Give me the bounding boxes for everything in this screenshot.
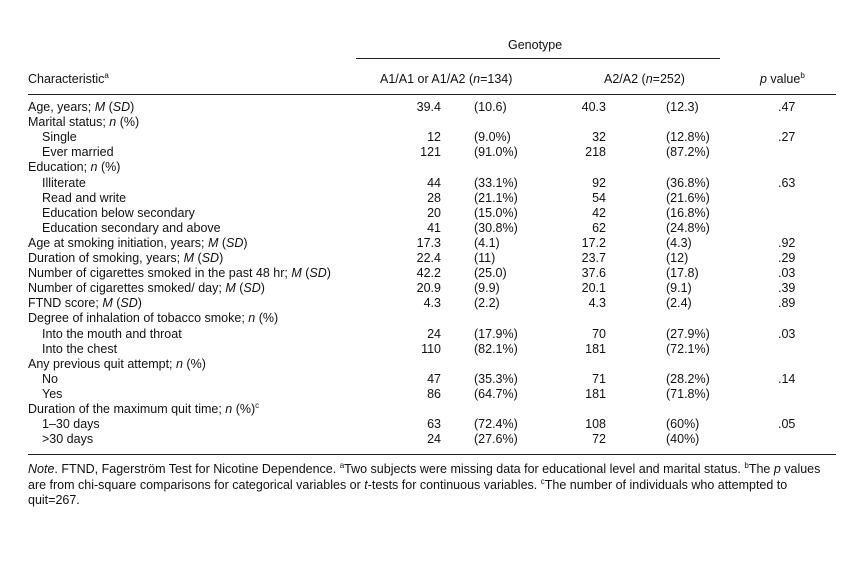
row-label-tail: ( (301, 266, 310, 280)
row-label-sup: c (255, 401, 260, 410)
group1-percent: (30.8%) (474, 221, 518, 235)
row-label-italic: n (176, 357, 183, 371)
row-label-italic-2: SD (112, 100, 131, 114)
group2-value: 42 (592, 206, 606, 220)
row-label-italic: n (90, 160, 98, 174)
p-value: .03 (778, 327, 796, 341)
group1-header-tail: =134) (480, 72, 513, 86)
row-label-italic: M (102, 296, 113, 310)
row-label (42, 432, 93, 447)
group2-value: 37.6 (581, 266, 606, 280)
group1-value: 41 (427, 221, 441, 235)
bottom-rule (28, 454, 836, 455)
group2-percent: (9.1) (666, 281, 692, 295)
group2-value: 92 (592, 176, 606, 190)
row-label-tail: ( (235, 281, 244, 295)
note-text-5: -tests for continuous variables. (367, 477, 541, 492)
row-label-tail: (%) (182, 357, 206, 371)
row-label-text: Age at smoking initiation, years; (28, 236, 208, 250)
group1-percent: (15.0%) (474, 206, 518, 220)
row-label-text: Duration of the maximum quit time; (28, 402, 226, 416)
group1-value: 28 (427, 191, 441, 205)
row-label-text: Number of cigarettes smoked/ day; (28, 281, 226, 295)
group1-value: 24 (427, 432, 441, 446)
group1-percent: (27.6%) (474, 432, 518, 446)
group2-value: 181 (585, 342, 606, 356)
row-label (42, 191, 126, 206)
row-label-text: Duration of smoking, years; (28, 251, 184, 265)
row-label-text: Into the chest (42, 342, 118, 356)
row-label (42, 327, 182, 342)
note-sup-b: b (744, 461, 749, 470)
row-label-tail: ( (194, 251, 202, 265)
row-label-italic-2: SD (226, 236, 244, 250)
row-label-text: Into the mouth and throat (42, 327, 182, 341)
row-label-text: FTND score; (28, 296, 103, 310)
group2-percent: (12.3) (666, 100, 699, 114)
group1-percent: (2.2) (474, 296, 500, 310)
group2-percent: (36.8%) (666, 176, 710, 190)
pvalue-header (760, 72, 805, 87)
note-text-1: . FTND, Fagerström Test for Nicotine Dependence. (54, 462, 340, 476)
characteristic-header (28, 72, 109, 87)
row-label-italic: M (183, 251, 195, 265)
group2-value: 181 (585, 387, 606, 401)
characteristic-header-text: Characteristic (28, 72, 105, 86)
row-label-text: Education; (28, 160, 91, 174)
row-label-italic-2: SD (243, 281, 261, 295)
group2-value: 54 (592, 191, 606, 205)
group1-percent: (17.9%) (474, 327, 518, 341)
p-value: .63 (778, 176, 796, 190)
group1-value: 47 (427, 372, 441, 386)
genotype-rule (356, 58, 720, 59)
group2-value: 108 (585, 417, 606, 431)
group1-value: 20.9 (416, 281, 441, 295)
group1-value: 110 (421, 342, 441, 356)
group1-percent: (10.6) (474, 100, 507, 114)
row-label-text: Any previous quit attempt; (28, 357, 176, 371)
note-p-italic: p (773, 462, 781, 476)
row-label-tail-2: ) (243, 236, 248, 250)
row-label-text: No (42, 372, 58, 386)
row-label (28, 266, 331, 281)
table-note (28, 462, 836, 509)
note-label: Note (28, 462, 55, 476)
row-label-italic: n (225, 402, 233, 416)
group2-value: 17.2 (581, 236, 606, 250)
pvalue-header-sup: b (800, 71, 805, 80)
group2-percent: (17.8) (666, 266, 699, 280)
group2-percent: (24.8%) (666, 221, 710, 235)
group2-value: 20.1 (581, 281, 606, 295)
row-label-text: Yes (42, 387, 63, 401)
row-label-text: Single (42, 130, 77, 144)
p-value: .89 (778, 296, 796, 310)
row-label-tail-2: ) (326, 266, 331, 280)
group1-value: 12 (427, 130, 441, 144)
row-label (28, 311, 278, 326)
p-value: .05 (778, 417, 796, 431)
group2-percent: (12) (666, 251, 689, 265)
row-label-italic: n (248, 311, 256, 325)
group1-percent: (21.1%) (474, 191, 518, 205)
p-value: .03 (778, 266, 796, 280)
row-label-tail-2: ) (219, 251, 224, 265)
group1-value: 86 (427, 387, 441, 401)
row-label (28, 296, 142, 311)
row-label-tail: (%) (116, 115, 140, 129)
row-label-text: Age, years; (28, 100, 95, 114)
group2-percent: (21.6%) (666, 191, 710, 205)
group1-percent: (33.1%) (474, 176, 518, 190)
p-value: .29 (778, 251, 796, 265)
row-label-tail-2: ) (137, 296, 142, 310)
group1-value: 121 (420, 145, 441, 159)
group1-value: 24 (427, 327, 441, 341)
group2-percent: (71.8%) (666, 387, 710, 401)
row-label (42, 372, 58, 387)
group2-value: 218 (585, 145, 606, 159)
row-label (42, 130, 77, 145)
group2-percent: (40%) (666, 432, 700, 446)
row-label (28, 402, 259, 417)
characteristic-header-sup: a (104, 71, 109, 80)
row-label-tail: ( (218, 236, 227, 250)
pvalue-header-p: p (760, 72, 767, 86)
group2-percent: (4.3) (666, 236, 692, 250)
group2-value: 72 (592, 432, 606, 446)
row-label (42, 176, 86, 191)
row-label (28, 357, 206, 372)
row-label-text: Read and write (42, 191, 127, 205)
group2-value: 32 (592, 130, 606, 144)
group2-percent: (72.1%) (666, 342, 710, 356)
group1-value: 17.3 (416, 236, 441, 250)
note-text-2: Two subjects were missing data for educational level and marital status. (344, 462, 745, 476)
row-label-text: Degree of inhalation of tobacco smoke; (28, 311, 249, 325)
row-label-text: Ever married (42, 145, 114, 159)
row-label (28, 281, 265, 296)
group2-header-text: A2/A2 ( (604, 72, 646, 86)
group1-value: 42.2 (416, 266, 441, 280)
note-text-3: The (748, 462, 774, 476)
p-value: .47 (778, 100, 796, 114)
group2-value: 23.7 (581, 251, 606, 265)
genotype-header: Genotype (508, 38, 563, 52)
note-sup-c: c (540, 476, 545, 486)
group2-percent: (27.9%) (666, 327, 710, 341)
row-label-tail: (%) (97, 160, 121, 174)
group2-percent: (12.8%) (666, 130, 710, 144)
row-label-tail: ( (105, 100, 113, 114)
row-label-text: Illiterate (42, 176, 86, 190)
group2-value: 71 (592, 372, 606, 386)
row-label (28, 236, 248, 251)
group1-header-text: A1/A1 or A1/A2 ( (380, 72, 474, 86)
p-value: .92 (778, 236, 796, 250)
row-label (42, 387, 62, 402)
group1-percent: (91.0%) (474, 145, 518, 159)
row-label-tail-2: ) (130, 100, 135, 114)
group2-header-tail: =252) (652, 72, 685, 86)
row-label-italic-2: SD (120, 296, 138, 310)
group2-value: 4.3 (588, 296, 606, 310)
row-label (42, 417, 100, 432)
group2-value: 70 (592, 327, 606, 341)
group2-percent: (28.2%) (666, 372, 710, 386)
group1-value: 20 (427, 206, 441, 220)
row-label-italic: M (291, 266, 302, 280)
row-label (28, 100, 134, 115)
group1-value: 39.4 (416, 100, 441, 114)
row-label-italic: M (225, 281, 236, 295)
group2-header-n: n (645, 72, 653, 86)
group2-percent: (16.8%) (666, 206, 710, 220)
group2-percent: (2.4) (666, 296, 692, 310)
group2-value: 40.3 (581, 100, 606, 114)
row-label-italic: M (94, 100, 106, 114)
note-sup-a: a (339, 461, 345, 470)
row-label (42, 206, 195, 221)
row-label (28, 251, 223, 266)
row-label (28, 115, 139, 130)
group2-percent: (87.2%) (666, 145, 710, 159)
row-label-text: Marital status; (28, 115, 110, 129)
group1-percent: (82.1%) (474, 342, 518, 356)
group1-value: 4.3 (423, 296, 441, 310)
group2-percent: (60%) (666, 417, 700, 431)
group1-percent: (64.7%) (474, 387, 518, 401)
group1-percent: (11) (474, 251, 496, 265)
group1-percent: (9.0%) (474, 130, 511, 144)
row-label-text: Education secondary and above (42, 221, 221, 235)
row-label-tail: (%) (255, 311, 279, 325)
note-text-4: values are from chi-square comparisons for categorical variables or (28, 462, 821, 492)
group1-percent: (25.0) (474, 266, 507, 280)
row-label-italic: n (109, 115, 117, 129)
row-label (42, 145, 114, 160)
group1-header (380, 72, 512, 87)
group1-percent: (9.9) (474, 281, 500, 295)
group1-value: 63 (427, 417, 441, 431)
p-value: .14 (778, 372, 796, 386)
note-text-6: The number of individuals who attempted to quit=267. (28, 477, 788, 507)
group2-value: 62 (592, 221, 606, 235)
row-label (28, 160, 120, 175)
row-label (42, 221, 221, 236)
header-rule (28, 94, 836, 95)
row-label-text: >30 days (42, 432, 94, 446)
group1-header-n: n (473, 72, 481, 86)
row-label-italic-2: SD (201, 251, 220, 265)
row-label-text: 1–30 days (42, 417, 100, 431)
row-label-text: Number of cigarettes smoked in the past 48 hr; (28, 266, 292, 280)
group1-value: 22.4 (416, 251, 441, 265)
p-value: .27 (778, 130, 796, 144)
pvalue-header-text: value (766, 72, 801, 86)
row-label (42, 342, 117, 357)
group1-percent: (4.1) (474, 236, 500, 250)
p-value: .39 (778, 281, 796, 295)
group1-percent: (35.3%) (474, 372, 518, 386)
group1-percent: (72.4%) (474, 417, 518, 431)
group1-value: 44 (427, 176, 441, 190)
note-t-italic: t (364, 477, 368, 492)
row-label-tail: (%) (232, 402, 256, 416)
row-label-text: Education below secondary (42, 206, 195, 220)
row-label-italic: M (207, 236, 219, 250)
row-label-italic-2: SD (309, 266, 327, 280)
row-label-tail: ( (112, 296, 121, 310)
group2-header (604, 72, 685, 87)
row-label-tail-2: ) (260, 281, 265, 295)
